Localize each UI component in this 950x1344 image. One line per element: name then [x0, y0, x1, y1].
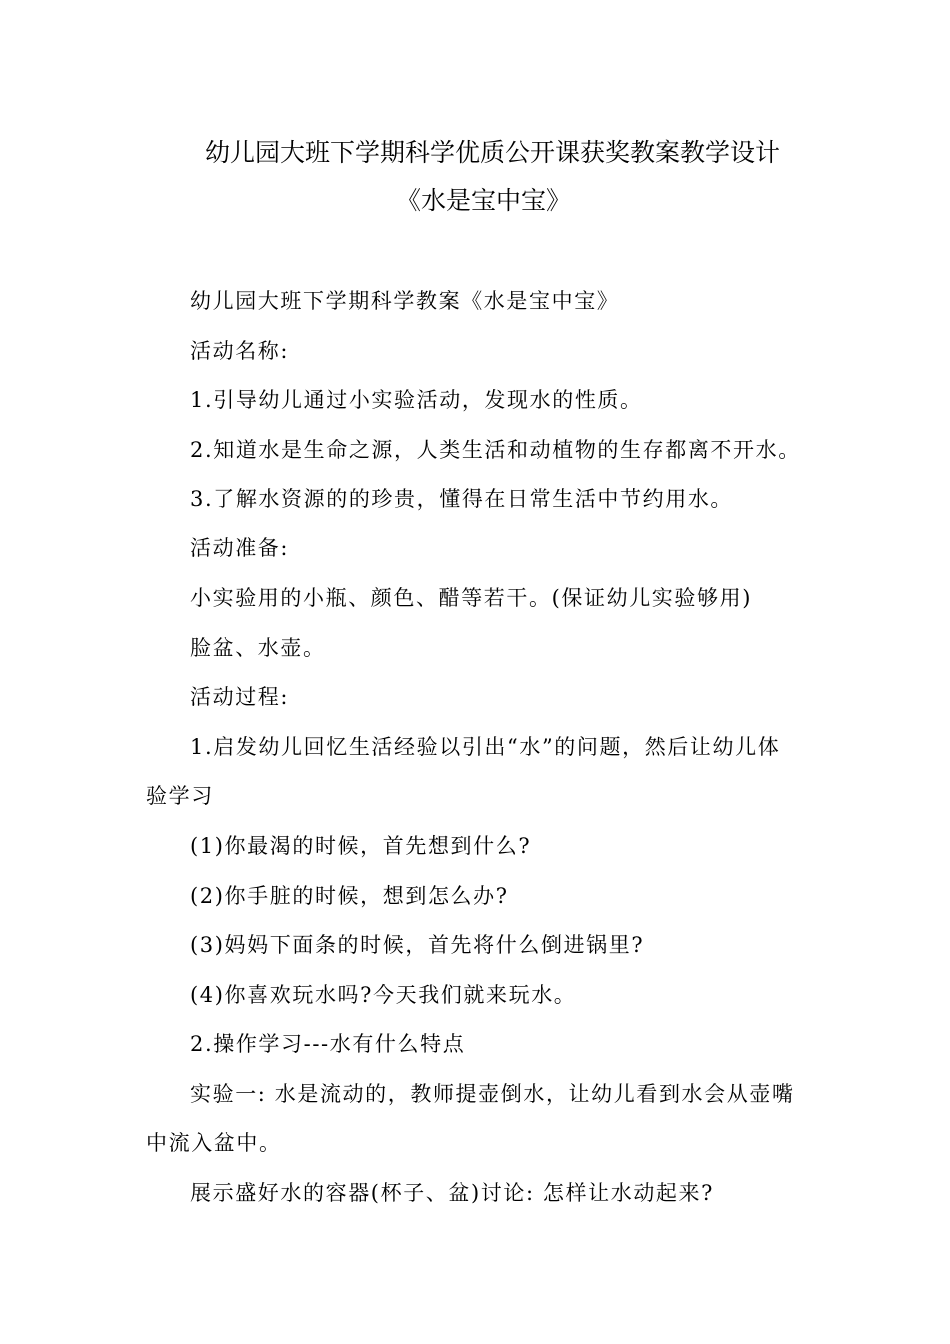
preparation-materials: 小实验用的小瓶、颜色、醋等若干。(保证幼儿实验够用): [190, 586, 752, 610]
question-4: (4)你喜欢玩水吗?今天我们就来玩水。: [190, 983, 577, 1007]
question-3: (3)妈妈下面条的时候，首先将什么倒进锅里?: [190, 933, 645, 957]
goal-item-1: 1.引导幼儿通过小实验活动，发现水的性质。: [190, 388, 643, 412]
preparation-tools: 脸盆、水壶。: [190, 636, 326, 660]
question-2: (2)你手脏的时候，想到怎么办?: [190, 884, 509, 908]
section-process: 活动过程:: [190, 685, 290, 709]
section-activity-name: 活动名称:: [190, 339, 290, 363]
document-title-line-1: 幼儿园大班下学期科学优质公开课获奖教案教学设计: [205, 138, 781, 167]
experiment-1-continued: 中流入盆中。: [146, 1131, 282, 1155]
process-step-2: 2.操作学习---水有什么特点: [190, 1032, 466, 1056]
document-title-line-2: 《水是宝中宝》: [396, 186, 572, 215]
process-step-1-continued: 验学习: [146, 784, 214, 808]
experiment-1: 实验一: 水是流动的，教师提壶倒水，让幼儿看到水会从壶嘴: [190, 1082, 795, 1106]
goal-item-2: 2.知道水是生命之源，人类生活和动植物的生存都离不开水。: [190, 438, 801, 462]
goal-item-3: 3.了解水资源的的珍贵，懂得在日常生活中节约用水。: [190, 487, 734, 511]
discussion-prompt: 展示盛好水的容器(杯子、盆)讨论: 怎样让水动起来?: [190, 1181, 714, 1205]
process-step-1: 1.启发幼儿回忆生活经验以引出“水”的问题，然后让幼儿体: [190, 735, 781, 759]
section-preparation: 活动准备:: [190, 536, 290, 560]
lesson-heading: 幼儿园大班下学期科学教案《水是宝中宝》: [190, 289, 620, 313]
question-1: (1)你最渴的时候，首先想到什么?: [190, 834, 532, 858]
